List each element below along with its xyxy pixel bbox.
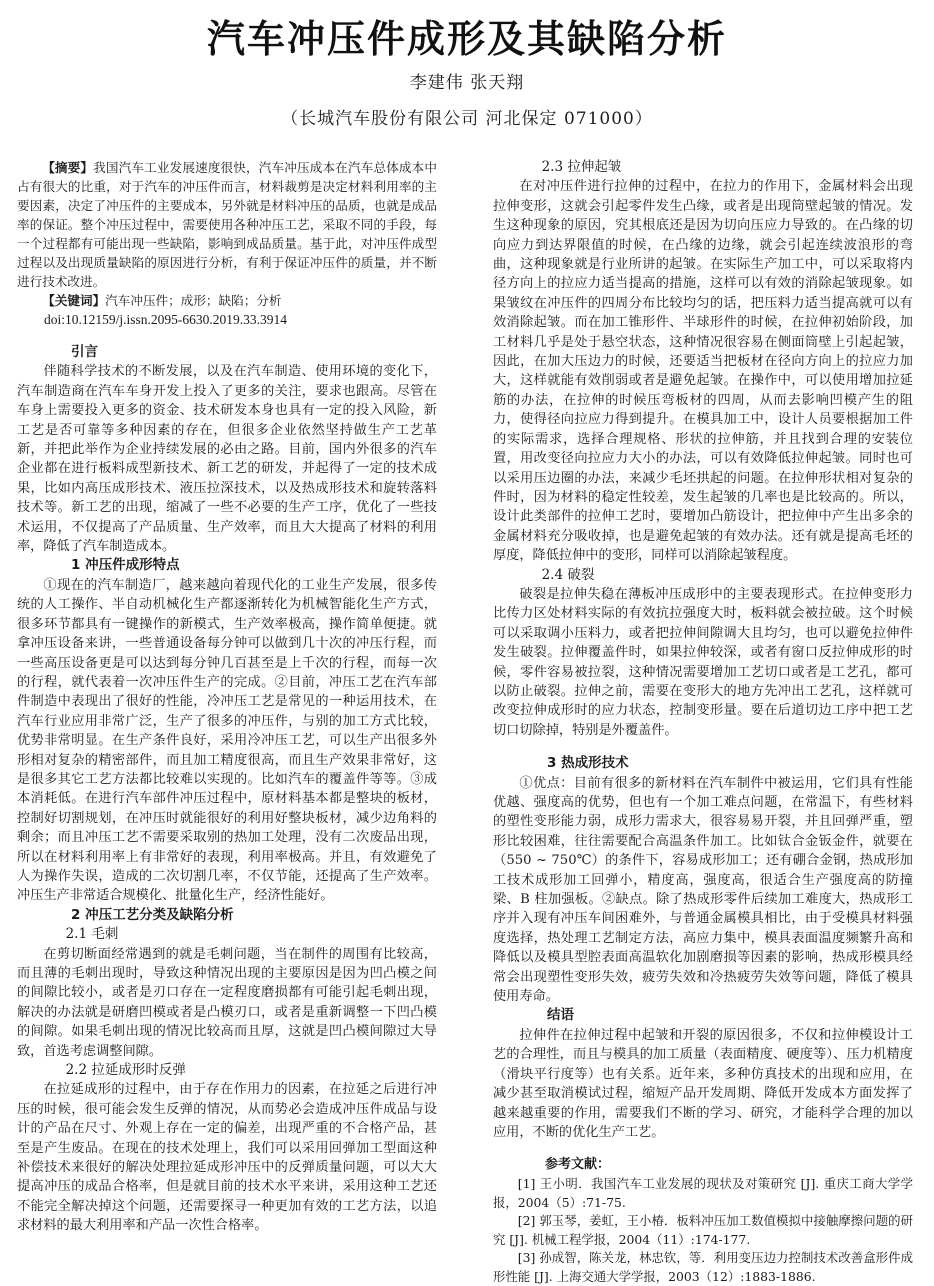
keywords xyxy=(17,291,437,310)
paper-title: 汽车冲压件成形及其缺陷分析 xyxy=(206,17,727,61)
references xyxy=(493,1156,913,1286)
references-heading: 参考文献： xyxy=(545,1157,611,1173)
subsection-2-3-paragraph: 在对冲压件进行拉伸的过程中，在拉力的作用下，金属材料会出现拉伸变形，这就会引起零件发生凸缘，或者是出现筒壁起皱的情况。发生这种现象的原因，究其根底还是因为切向压应力导致的。在凸缘的切向应力到达界限值的时候，在凸缘的边缘，就会引起连续波浪形的弯曲，这种现象就是行业所讲的起皱。在实际生产加工中，可以采取将内径方向上的拉应力适当提高的措施，这样可以有效的消除起皱现象。如果皱纹在冲压件的四周分布比较均匀的话，把压料力适当提高就可以有效消除起皱。而在加工锥形件、半球形件的时候，在拉伸初始阶段，加工材料几乎是处于悬空状态，这种情况很容易在侧面筒壁上引起起皱，因此，在加大压边力的时候，还要适当把板材在径向方向上的拉应力加大，这样就能有效削弱或者是避免起皱。在操作中，可以使用增加拉延筋的办法，在拉伸的时候压弯板材的四周，从而去影响凹模产生的阻力，使得径向拉应力得到提升。在模具加工中，设计人员要根据加工件的实际需求，选择合理规格、形状的拉伸筋，并且找到合理的安装位置，用改变径向拉应力大小的办法，可以有效降低拉伸起皱。同时也可以采用压边圈的办法，来减少毛坯拱起的问题。在拉伸形状相对复杂的件时，因为材料的稳定性较差，发生起皱的几率也是比较高的。所以，设计此类部件的拉伸工艺时，要增加凸筋设计，把拉伸中产生出多余的金属材料充分吸收掉，也是避免起皱的有效办法。还有就是提高毛坯的厚度，降低拉伸中的变形，同样可以消除起皱程度。 xyxy=(493,179,913,564)
subsection-2-1-paragraph: 在剪切断面经常遇到的就是毛刺问题，当在制件的周围有比较高，而且薄的毛刺出现时，导致这种情况出现的主要原因是因为凹凸模之间的间隙比较小，或者是刃口存在一定程度磨损都有可能引起毛刺出现，解决的办法就是研磨凹模或者是凸模刃口，或者是重新调整一下凹凸模的间隙。如果毛刺出现的情况比较高而且厚，这就是凹凸模间隙过大导致，首选考虑调整间隙。 xyxy=(17,946,437,1059)
reference-item: [3] 孙成智，陈关龙，林忠钦，等．利用变压边力控制技术改善盒形件成形性能 [J]. 上海交通大学学报，2003（12）:1883-1886. xyxy=(493,1250,913,1284)
abstract-label: 【摘要】 xyxy=(42,160,94,175)
section-heading-intro: 引言 xyxy=(71,344,98,360)
authors: 李建伟 张天翔 xyxy=(409,73,525,93)
reference-item: [2] 郭玉琴，姜虹，王小椿．板料冲压加工数值模拟中接触摩擦问题的研究 [J]. 机械工程学报，2004（11）:174-177. xyxy=(493,1213,913,1247)
spacer xyxy=(493,740,913,754)
doi: doi:10.12159/j.issn.2095-6630.2019.33.3914 xyxy=(44,312,288,327)
subsection-heading-2-1: 2.1 毛刺 xyxy=(65,926,119,943)
spacer xyxy=(493,1142,913,1156)
section-heading-1: 1 冲压件成形特点 xyxy=(71,557,180,574)
keywords-label: 【关键词】 xyxy=(42,293,106,308)
abstract-text: 我国汽车工业发展速度很快，汽车冲压成本在汽车总体成本中占有很大的比重，对于汽车的冲压件而言，材料裁剪是决定材料利用率的主要因素，决定了冲压件的主要成本，另外就是材料冲压的品质，也就是成品率的保证。整个冲压过程中，需要使用各种冲压工艺，采取不同的手段，每一个过程都有可能出现一些缺陷，影响到成品质量。基于此，对冲压件成型过程以及出现质量缺陷的原因进行分析，有利于保证冲压件的质量，并不断进行技术改进。 xyxy=(17,160,438,289)
subsection-heading-2-2: 2.2 拉延成形时反弹 xyxy=(65,1062,186,1079)
section-heading-2: 2 冲压工艺分类及缺陷分析 xyxy=(71,906,234,923)
affiliation: （长城汽车股份有限公司 河北保定 071000） xyxy=(281,109,653,129)
section-3-paragraph: ①优点：目前有很多的新材料在汽车制件中被运用，它们具有性能优越、强度高的优势，但也有一个加工难点问题，在常温下，有些材料的塑性变形能力弱，成形力需求大，很容易易开裂，并且回弹严重，塑形比较困难，往往需要配合高温条件加工。比如钛合金钣金件，就要在（550 ~ 750℃）的条件下，容易成形加工；还有硼合金钢，热成形加工技术成形加工回弹小，精度高，强度高，很适合生产强度高的防撞梁、B 柱加强板。②缺点。除了热成形零件后续加工难度大，热成形工序并入现有冲压车间困难外，与普通金属模具相比，由于受模具材料强度选择，热处理工艺制定方法，高应力集中，模具表面温度频繁升高和降低以及模具型腔表面高温软化加剧磨损等因素的影响，热成形模具经常会出现塑性变形失效，疲劳失效和冷热疲劳失效等问题，降低了模具使用寿命。 xyxy=(493,775,913,1005)
left-column xyxy=(17,158,437,1236)
section-heading-3: 3 热成形技术 xyxy=(547,755,629,772)
conclusion-paragraph: 拉伸件在拉伸过程中起皱和开裂的原因很多，不仅和拉伸模设计工艺的合理性，而且与模具的加工质量（表面精度、硬度等）、压力机精度（滑块平行度等）也有关系。近年来，多种仿真技术的出现和应用，在减少甚至取消模试过程，缩短产品开发周期、降低开发成本方面发挥了越来越重要的作用，需要我们不断的学习、研究，才能科学合理的加以应用，不断的优化生产工艺。 xyxy=(493,1027,913,1140)
abstract xyxy=(17,158,437,291)
subsection-2-4-paragraph: 破裂是拉伸失稳在薄板冲压成形中的主要表现形式。在拉伸变形力比传力区处材料实际的有效抗拉强度大时，板料就会被拉破。这个时候可以采取调小压料力，或者把拉伸间隙调大且均匀，也可以避免拉伸件发生破裂。拉伸覆盖件时，如果拉伸较深，或者有窗口反拉伸成形的时候，零件容易被拉裂，这种情况需要增加工艺切口或者是工艺孔，都可以防止破裂。拉伸之前，需要在变形大的地方先冲出工艺孔，这样就可改变拉伸成形时的应力状态，控制变形量。要在后道切边工序中把工艺切口切除掉，特别是外覆盖件。 xyxy=(493,586,913,738)
subsection-2-2-paragraph: 在拉延成形的过程中，由于存在作用力的因素，在拉延之后进行冲压的时候，很可能会发生反弹的情况，从而势必会造成冲压件成品与设计的产品在尺寸、外观上存在一定的偏差，出现严重的不合格产品，甚至是产生废品。在现在的技术处理上，我们可以采用回弹加工型面这种补偿技术来很好的解决处理拉延成形冲压中的反弹质量问题，可以大大提高冲压的成品合格率，但是就目前的技术水平来讲，采用这种工艺还不能完全解决掉这个问题，还需要探寻一种更加有效的工艺方法，以追求材料的最大利用率和产品一次性合格率。 xyxy=(17,1082,437,1234)
conclusion-heading: 结语 xyxy=(547,1007,574,1024)
spacer xyxy=(17,329,437,343)
subsection-heading-2-4: 2.4 破裂 xyxy=(541,566,595,583)
subsection-heading-2-3: 2.3 拉伸起皱 xyxy=(541,159,622,175)
keywords-text: 汽车冲压件；成形；缺陷；分析 xyxy=(105,293,282,308)
right-column xyxy=(493,158,913,1286)
intro-paragraph: 伴随科学技术的不断发展，以及在汽车制造、使用环境的变化下，汽车制造商在汽车车身开发上投入了更多的关注，要求也跟高。尽管在车身上需要投入更多的资金、技术研发本身也具有一定的投入风险，新工艺是否可靠等多种因素的存在，但很多企业依然坚持做生产工艺革新，并把此举作为企业持续发展的必由之路。目前，国内外很多的汽车企业都在进行板料成型新技术、新工艺的研发，并起得了一定的技术成果，比如内高压成形技术、液压拉深技术，以及热成形技术和旋转落料技术等。新工艺的出现，缩减了一些不必要的生产工序，优化了一些技术运用，不仅提高了产品质量、生产效率，而且大大提高了材料的利用率，降低了汽车制造成本。 xyxy=(17,364,437,555)
abstract-block xyxy=(17,158,437,329)
section-1-paragraph: ①现在的汽车制造厂，越来越向着现代化的工业生产发展，很多传统的人工操作、半自动机械化生产都逐渐转化为机械智能化生产方式，很多环节都具有一键操作的新模式，生产效率极高，操作简单便捷。就拿冲压设备来讲，一些普通设备每分钟可以做到几十次的冲压行程，而一些高压设备更是可以达到每分钟几百甚至是上千次的行程，而每一次的行程，就代表着一次冲压件生产的完成。②目前，冲压工艺在汽车部件制造中表现出了很好的性能，冷冲压工艺是常见的一种运用技术，在汽车行业应用非常广泛，生产了很多的冲压件，与别的加工方式比较，优势非常明显。在生产条件良好，采用冷冲压工艺，可以生产出很多外形相对复杂的精密部件，而且加工精度很高，而且生产效果非常好，这是很多其它工艺方法都比较难以实现的。比如汽车的覆盖件等等。③成本消耗低。在进行汽车部件冲压过程中，原材料基本都是整块的板材，控制好切割规划，在冲压时就能很好的利用好整块板材，减少边角料的剩余；而且冲压工艺不需要采取别的热加工处理，没有二次废品出现，所以在材料利用率上有非常好的表现，利用率极高。并且，有效避免了人为操作失误，造成的二次切割几率，不仅节能，还提高了生产效率。冲压生产非常适合规模化、批量化生产，经济性能好。 xyxy=(17,577,437,904)
reference-item: [1] 王小明．我国汽车工业发展的现状及对策研究 [J]. 重庆工商大学学报，2004（5）:71-75. xyxy=(493,1175,913,1210)
